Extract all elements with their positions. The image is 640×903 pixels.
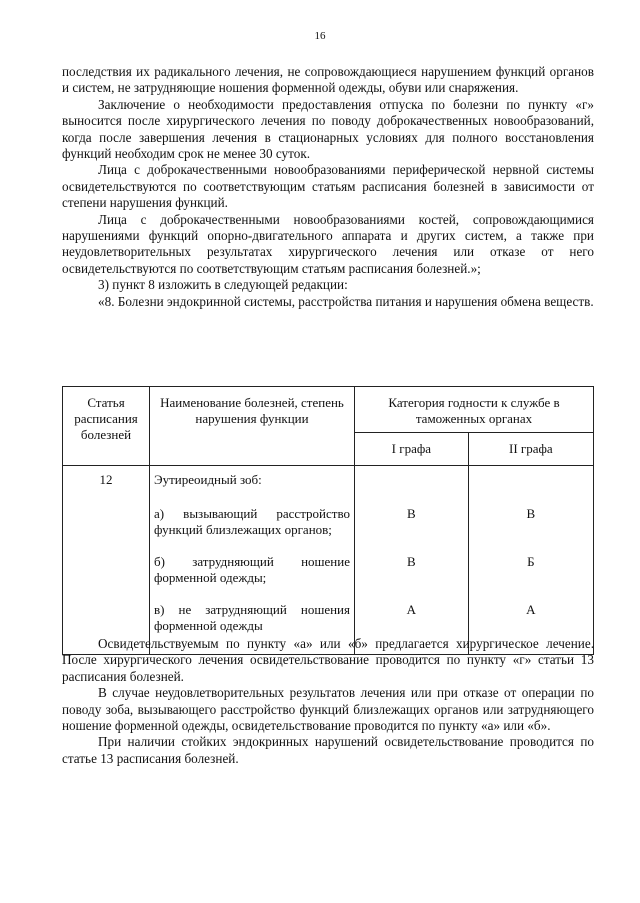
header-column-1: I графа bbox=[355, 432, 469, 465]
grade-value: А bbox=[406, 602, 417, 617]
text-block-top bbox=[62, 64, 594, 310]
sub-item-line: функций близлежащих органов; bbox=[154, 522, 332, 537]
paragraph: При наличии стойких эндокринных нарушений освидетельствование проводится по статье 13 расписания болезней. bbox=[62, 734, 594, 766]
header-disease-name: Наименование болезней, степень нарушения функции bbox=[150, 387, 355, 466]
disease-title: Эутиреоидный зоб: bbox=[154, 472, 262, 487]
sub-item-line: а) вызывающий расстройство bbox=[154, 506, 350, 521]
sub-item-line: форменной одежды bbox=[154, 618, 263, 633]
grade-value: В bbox=[407, 506, 416, 521]
grade-value: В bbox=[407, 554, 416, 569]
paragraph: «8. Болезни эндокринной системы, расстройства питания и нарушения обмена веществ. bbox=[98, 293, 594, 309]
sub-item-c bbox=[154, 602, 350, 634]
grade-value: Б bbox=[527, 554, 535, 569]
paragraph: 3) пункт 8 изложить в следующей редакции: bbox=[98, 277, 348, 293]
text-block-bottom bbox=[62, 636, 594, 767]
sub-item-line: форменной одежды; bbox=[154, 570, 267, 585]
table-header-row bbox=[63, 387, 594, 433]
grade-value: В bbox=[526, 506, 536, 521]
paragraph: Лица с доброкачественными новообразованиями костей, сопровождающимися нарушениями функций опорно-двигательного аппарата и других систем, а также при неудовлетворительных результатах хирургического лечения или отказе от него освидетельствуются по соответствующим статьям расписания болезней.»; bbox=[62, 211, 594, 276]
paragraph: Заключение о необходимости предоставления отпуска по болезни по пункту «г» выносится после хирургического лечения по поводу доброкачественных новообразований, когда после завершения лечения в стационарных условиях для полного восстановления функций необходим срок не менее 30 суток. bbox=[62, 96, 594, 162]
header-column-2: II графа bbox=[468, 432, 593, 465]
sub-item-a bbox=[154, 506, 350, 538]
page-number: 16 bbox=[314, 30, 326, 42]
cell-article-number: 12 bbox=[63, 466, 150, 655]
header-article: Статья расписания болезней bbox=[63, 387, 150, 466]
sub-item-line: в) не затрудняющий ношения bbox=[154, 602, 350, 617]
grade-value: А bbox=[526, 602, 536, 617]
paragraph: В случае неудовлетворительных результатов лечения или при отказе от операции по поводу зоба, вызывающего расстройство функций близлежащих органов или затрудняющего ношение форменной одежды, освидетельствование проводится по пункту «а» или «б». bbox=[62, 685, 594, 734]
sub-item-line: б) затрудняющий ношение bbox=[154, 554, 350, 569]
header-category: Категория годности к службе в таможенных органах bbox=[355, 387, 594, 433]
paragraph: последствия их радикального лечения, не сопровождающиеся нарушением функций органов и систем, не затрудняющие ношения форменной одежды, обуви или снаряжения. bbox=[62, 64, 594, 96]
cell-grade-column-1 bbox=[355, 466, 469, 655]
paragraph: Освидетельствуемым по пункту «а» или «б» предлагается хирургическое лечение. После хирургического лечения освидетельствование проводится по пункту «г» статьи 13 расписания болезней. bbox=[62, 636, 594, 684]
cell-disease-name bbox=[150, 466, 355, 655]
paragraph: Лица с доброкачественными новообразованиями периферической нервной системы освидетельствуются по соответствующим статьям расписания болезней в зависимости от степени нарушения функций. bbox=[62, 162, 594, 211]
sub-item-b bbox=[154, 554, 350, 586]
disease-table bbox=[62, 386, 594, 655]
cell-grade-column-2 bbox=[468, 466, 593, 655]
table-row bbox=[63, 466, 594, 655]
